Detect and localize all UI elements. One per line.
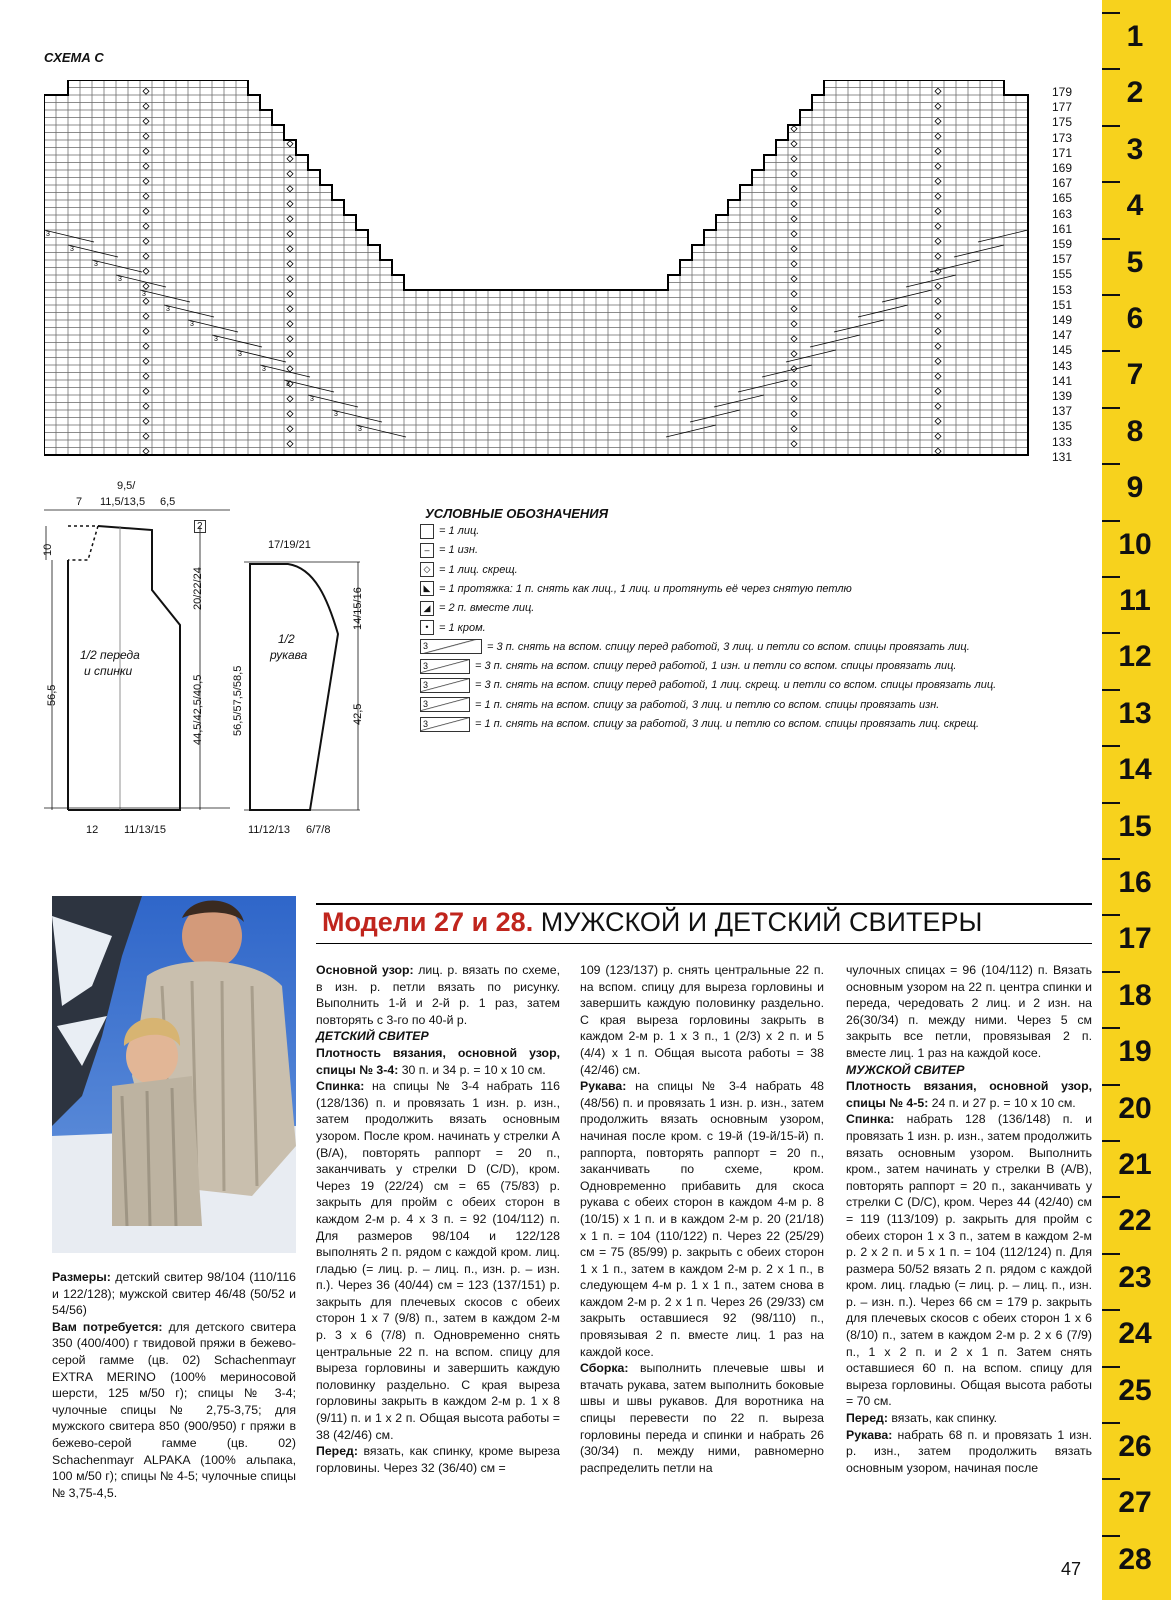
chart-cross-stitch-mark [791, 336, 797, 342]
chart-cross-stitch-mark [791, 216, 797, 222]
sleeve-dim-bottom: 11/12/13 [248, 824, 291, 836]
tape-tick [1102, 802, 1120, 804]
legend-symbol-icon [420, 678, 470, 693]
chart-cross-stitch-mark [935, 418, 941, 424]
chart-cross-stitch-mark [143, 418, 149, 424]
dim-total-height: 56,5 [46, 684, 58, 706]
sleeve-dim-bottom-right: 6/7/8 [306, 824, 331, 836]
chart-row-number: 163 [1052, 206, 1073, 221]
chart-cross-stitch-mark [287, 261, 293, 267]
tape-number: 19 [1118, 1035, 1152, 1069]
chart-cross-stitch-mark [935, 133, 941, 139]
chart-cross-stitch-mark [287, 201, 293, 207]
chart-cross-stitch-mark [143, 343, 149, 349]
chart-cross-stitch-mark [791, 396, 797, 402]
legend-item [420, 599, 534, 617]
tape-tick [1102, 68, 1120, 70]
chart-cross-stitch-mark [935, 448, 941, 454]
tape-number: 26 [1118, 1430, 1152, 1463]
chart-cable-line [236, 350, 286, 362]
chart-cross-stitch-mark [143, 163, 149, 169]
chart-cross-stitch-mark [935, 193, 941, 199]
chart-cross-stitch-mark [143, 328, 149, 334]
tape-number: 25 [1118, 1373, 1152, 1407]
chart-cable-line [714, 395, 764, 407]
chart-cable-line [68, 245, 118, 257]
chart-cross-stitch-mark [935, 208, 941, 214]
chart-cable-line [810, 335, 860, 347]
chart-cross-stitch-mark [791, 156, 797, 162]
chart-cross-stitch-mark [791, 351, 797, 357]
legend-item [420, 522, 479, 540]
chart-cross-stitch-mark [935, 178, 941, 184]
tape-number: 14 [1118, 753, 1152, 787]
sleeve-label-line1: 1/2 [278, 632, 295, 646]
legend-item [420, 541, 478, 559]
chart-cable-line [666, 425, 716, 437]
legend-text: = 3 п. снять на вспом. спицу перед работой, 1 лиц. скрещ. и петли со вспом. спицы провязать лиц. [475, 679, 997, 692]
chart-cross-stitch-mark [143, 433, 149, 439]
tape-tick [1102, 632, 1120, 634]
chart-cable-label: 3 [214, 336, 218, 343]
chart-cross-stitch-mark [287, 231, 293, 237]
tape-number: 3 [1126, 132, 1144, 166]
legend-text: = 2 п. вместе лиц. [439, 602, 535, 615]
chart-cross-stitch-mark [143, 268, 149, 274]
chart-row-number: 155 [1052, 267, 1073, 282]
chart-row-number: 169 [1052, 161, 1073, 175]
legend-symbol-icon: ◣ [420, 581, 434, 596]
chart-cross-stitch-mark [287, 246, 293, 252]
chart-cross-stitch-mark [143, 283, 149, 289]
chart-cable-label: 3 [238, 351, 242, 358]
tape-number: 20 [1118, 1091, 1152, 1125]
tape-tick [1102, 12, 1120, 14]
chart-cross-stitch-mark [143, 118, 149, 124]
tape-tick [1102, 125, 1120, 127]
title-rule-bottom [316, 943, 1092, 944]
chart-cable-line [116, 275, 166, 287]
legend-item [420, 657, 956, 675]
chart-row-number: 167 [1052, 176, 1073, 191]
chart-cross-stitch-mark [143, 193, 149, 199]
chart-cross-stitch-mark [791, 321, 797, 327]
tape-number: 12 [1118, 640, 1152, 674]
chart-cable-line [882, 290, 932, 302]
chart-cross-stitch-mark [935, 268, 941, 274]
legend-symbol-icon [420, 697, 470, 712]
chart-cable-line [332, 410, 382, 422]
legend-text: = 1 лиц. скрещ. [439, 563, 518, 576]
chart-cable-line [954, 245, 1004, 257]
chart-row-number: 145 [1052, 343, 1073, 358]
chart-cross-stitch-mark [791, 246, 797, 252]
knitting-chart [44, 80, 1044, 462]
chart-cable-line [690, 410, 740, 422]
dim-bottom-right: 11/13/15 [124, 824, 167, 836]
dim-armhole: 20/22/24 [192, 567, 204, 610]
chart-cross-stitch-mark [935, 253, 941, 259]
chart-row-number: 143 [1052, 358, 1073, 373]
chart-cross-stitch-mark [287, 321, 293, 327]
legend-item [420, 696, 939, 714]
tape-number: 1 [1126, 20, 1144, 53]
legend-item [420, 580, 852, 598]
chart-cross-stitch-mark [143, 448, 149, 454]
tape-number: 21 [1118, 1148, 1152, 1181]
tape-tick [1102, 745, 1120, 747]
dim-neck-height: 10 [42, 543, 54, 556]
chart-cross-stitch-mark [287, 186, 293, 192]
chart-cross-stitch-mark [287, 171, 293, 177]
model-photo [52, 896, 296, 1253]
sleeve-dim-side: 42,5 [352, 703, 364, 725]
legend-symbol-icon: • [420, 620, 434, 635]
chart-grid [44, 80, 1028, 455]
legend-text: = 1 п. снять на вспом. спицу за работой, 3 лиц. и петлю со вспом. спицы провязать лиц. скрещ. [475, 718, 980, 730]
chart-cross-stitch-mark [287, 351, 293, 357]
tape-tick [1102, 407, 1120, 409]
chart-cross-stitch-mark [791, 426, 797, 432]
chart-cross-stitch-mark [935, 433, 941, 439]
tape-measure [1102, 0, 1171, 1600]
chart-cable-line [978, 230, 1028, 242]
chart-cross-stitch-mark [791, 201, 797, 207]
chart-cross-stitch-mark [143, 88, 149, 94]
chart-row-number: 139 [1052, 389, 1073, 403]
chart-cross-stitch-mark [791, 306, 797, 312]
tape-tick [1102, 1084, 1120, 1086]
chart-cable-line [92, 260, 142, 272]
chart-cable-label: 3 [334, 411, 338, 418]
chart-cable-label: 3 [142, 291, 146, 298]
chart-cross-stitch-mark [287, 336, 293, 342]
chart-cross-stitch-mark [935, 358, 941, 364]
tape-number: 7 [1126, 358, 1144, 392]
chart-cable-line [212, 335, 262, 347]
chart-row-number: 171 [1052, 145, 1073, 160]
chart-cross-stitch-mark [935, 118, 941, 124]
legend-symbol-label: 3 [423, 718, 429, 729]
tape-number: 16 [1118, 866, 1152, 899]
chart-cable-line [284, 380, 334, 392]
tape-number: 15 [1118, 809, 1152, 843]
chart-cable-line [834, 320, 884, 332]
tape-tick [1102, 1196, 1120, 1198]
chart-cross-stitch-mark [143, 403, 149, 409]
legend-symbol-label: 3 [423, 679, 429, 690]
legend-symbol-icon [420, 524, 434, 539]
tape-tick [1102, 1422, 1120, 1424]
chart-cross-stitch-mark [287, 306, 293, 312]
dim-side: 44,5/42,5/40,5 [192, 674, 204, 745]
chart-cross-stitch-mark [143, 253, 149, 259]
chart-cross-stitch-mark [287, 291, 293, 297]
chart-cross-stitch-mark [791, 411, 797, 417]
body-label-line1: 1/2 переда [80, 648, 140, 662]
chart-cross-stitch-mark [791, 126, 797, 132]
chart-cross-stitch-mark [287, 441, 293, 447]
chart-row-number: 141 [1052, 373, 1073, 388]
chart-cross-stitch-mark [143, 238, 149, 244]
chart-cable-line [188, 320, 238, 332]
chart-cable-line [260, 365, 310, 377]
chart-cross-stitch-mark [935, 328, 941, 334]
chart-cross-stitch-mark [287, 366, 293, 372]
tape-tick [1102, 689, 1120, 691]
chart-cross-stitch-mark [143, 388, 149, 394]
dim-neck-mark: 2 [194, 520, 206, 533]
chart-cross-stitch-mark [791, 291, 797, 297]
chart-cable-line [308, 395, 358, 407]
legend-title: УСЛОВНЫЕ ОБОЗНАЧЕНИЯ [425, 506, 609, 521]
dim-top-a: 9,5/ [117, 480, 136, 492]
chart-cross-stitch-mark [143, 148, 149, 154]
chart-cross-stitch-mark [791, 231, 797, 237]
tape-number: 13 [1118, 696, 1152, 730]
legend-text: = 1 кром. [439, 621, 486, 634]
chart-cross-stitch-mark [791, 441, 797, 447]
chart-cross-stitch-mark [143, 223, 149, 229]
tape-tick [1102, 463, 1120, 465]
chart-cells [44, 80, 1028, 455]
chart-cable-line [164, 305, 214, 317]
tape-number: 27 [1118, 1486, 1152, 1520]
legend-symbol-icon: ◇ [420, 562, 434, 577]
tape-number: 8 [1126, 414, 1144, 448]
chart-cable-label: 3 [166, 306, 170, 313]
article-title-text: МУЖСКОЙ И ДЕТСКИЙ СВИТЕРЫ [533, 907, 983, 937]
article-title [322, 907, 982, 938]
chart-cable-label: 3 [310, 396, 314, 403]
article-column-3: 109 (123/137) р. снять центральные 22 п. на вспом. спицу для выреза горловины и завершить каждую половинку раздельно. С края выреза горловины закрыть в каждом 2-м р. 1 х 3 п., 1 (2/3) х 2 п. и 5 (4/4) х 1 п. Общая высота работы = 38 (42/46) см. Рукава: на спицы № 3-4 набрать 48 (48/56) п. и провязать 1 изн. р. изн., затем продолжить вязать основным узором, начиная после кром. с 19-й (19-й/15-й) п. раппорта, повторять раппорт = 20 п., заканчивать по схеме, кром. Одновременно прибавить для скоса рукава с обеих сторон в каждом 4-м р. 8 (10/15) х 1 п. и в каждом 2-м р. 20 (21/18) х 1 п. = 104 (110/122) п. Через 22 (25/29) см = 75 (85/99) р. закрыть с обеих сторон 1 х 1 п., затем в каждом 2-м р. 2 х 1 п., в следующем 4-м р. 1 х 1 п., затем снова в каждом 2-м р. 2 х 1 п. Через 26 (29/33) см закрыть оставшиеся 92 (98/110) п., провязывая 2 п. вместе лиц. 1 раз на каждой косе. Сборка: выполнить плечевые швы и втачать рукава, затем выполнить боковые швы и швы рукавов. Для воротника на спицы перевести по 22 п. выреза горловины переда и спинки и набрать 26 (30/34) п. между ними, равномерно распределить петли на [580, 963, 824, 1475]
chart-row-number: 137 [1052, 404, 1073, 419]
legend-item [420, 638, 970, 656]
tape-tick [1102, 1253, 1120, 1255]
title-rule-top [316, 903, 1092, 905]
chart-cross-stitch-mark [287, 411, 293, 417]
chart-row-number: 161 [1052, 221, 1073, 236]
legend-text: = 1 изн. [439, 544, 478, 557]
dim-top-right: 6,5 [160, 496, 176, 508]
sleeve-dim-total: 56,5/57,5/58,5 [232, 665, 244, 736]
chart-cross-stitch-mark [143, 313, 149, 319]
tape-tick [1102, 576, 1120, 578]
legend-text: = 3 п. снять на вспом. спицу перед работой, 3 лиц. и петли со вспом. спицы провязать лиц. [487, 640, 970, 653]
sleeve-label-line2: рукава [270, 648, 308, 662]
chart-cable-label: 3 [286, 381, 290, 388]
legend-symbol-label: 3 [423, 660, 429, 671]
legend-item [420, 715, 979, 733]
chart-cross-stitch-mark [935, 223, 941, 229]
chart-cross-stitch-mark [935, 283, 941, 289]
tape-tick [1102, 1027, 1120, 1029]
chart-row-number: 151 [1052, 297, 1073, 312]
article-column-4: чулочных спицах = 96 (104/112) п. Вязать основным узором на 22 п. центра спинки и переда, чередовать 2 лиц. и 2 изн. на 26(30/34) п. между ними. Через 5 см закрыть все петли, провязывая 2 п. вместе лиц. 1 раз на каждой косе. МУЖСКОЙ СВИТЕР Плотность вязания, основной узор, спицы № 4-5: 24 п. и 27 р. = 10 х 10 см. Спинка: набрать 128 (136/148) п. и провязать 1 изн. р. изн., затем продолжить вязать основным узором. Выполнить кром., затем начинать у стрелки В (А/В), повторять раппорт = 20 п., заканчивать у стрелки С (D/C), кром. Через 44 (42/40) см = 119 (113/109) р. закрыть для пройм с обеих сторон 1 х 3 п., затем в каждом 2-м р. 2 х 2 п. и 5 х 1 п. = 104 (112/124) п. Для размера 50/52 вязать 2 п. рядом с каждой кром. лиц. гладью (= лиц. р. – лиц. п., изн. р. – изн. п.). Через 66 см = 179 р. закрыть для плечевых скосов с обеих сторон 1 х 6 (8/10) п., затем в каждом 2-м р. 2 х 6 (7/9) п., 1 х 2 п. и 2 х 1 п. Затем снять оставшиеся 60 п. на вспом. спицу для выреза горловины. Общая высота работы = 70 см. Перед: вязать, как спинку. Рукава: набрать 68 п. и провязать 1 изн. р. изн., затем продолжить вязать основным узором, начиная после [846, 963, 1092, 1475]
legend-symbol-icon [420, 717, 470, 732]
chart-cross-stitch-mark [791, 276, 797, 282]
legend-text: = 1 протяжка: 1 п. снять как лиц., 1 лиц. и протянуть её через снятую петлю [439, 582, 852, 595]
legend-symbol-icon: – [420, 543, 434, 558]
chart-cross-stitch-mark [143, 298, 149, 304]
chart-cross-stitch-mark [935, 148, 941, 154]
dim-bottom-left: 12 [86, 824, 99, 836]
chart-cross-stitch-mark [143, 103, 149, 109]
chart-cross-stitch-mark [935, 403, 941, 409]
article-title-models: Модели 27 и 28. [322, 907, 534, 937]
chart-cable-label: 3 [358, 426, 362, 433]
tape-number: 4 [1126, 189, 1144, 223]
chart-cable-label: 3 [118, 276, 122, 283]
chart-cross-stitch-mark [287, 216, 293, 222]
chart-cross-stitch-mark [287, 156, 293, 162]
tape-number: 17 [1118, 922, 1152, 956]
chart-row-number: 147 [1052, 328, 1073, 343]
chart-cross-stitch-mark [935, 388, 941, 394]
chart-row-number: 131 [1052, 449, 1073, 464]
chart-cross-stitch-mark [143, 373, 149, 379]
chart-cross-stitch-mark [287, 141, 293, 147]
legend-item [420, 619, 486, 637]
tape-tick [1102, 520, 1120, 522]
body-schematic [40, 490, 260, 835]
tape-tick [1102, 238, 1120, 240]
chart-row-number: 165 [1052, 191, 1073, 206]
chart-title: СХЕМА С [44, 50, 104, 65]
tape-number: 5 [1126, 245, 1144, 279]
dim-top-left: 7 [76, 496, 83, 508]
chart-cross-stitch-mark [935, 343, 941, 349]
chart-cable-label: 3 [262, 366, 266, 373]
chart-row-number: 153 [1052, 282, 1073, 297]
page-number: 47 [1061, 1559, 1082, 1579]
chart-cross-stitch-mark [935, 88, 941, 94]
tape-number: 24 [1118, 1317, 1152, 1351]
tape-tick [1102, 350, 1120, 352]
chart-cable-line [762, 365, 812, 377]
chart-cable-line [356, 425, 406, 437]
chart-cable-label: 3 [190, 321, 194, 328]
tape-tick [1102, 971, 1120, 973]
chart-cross-stitch-mark [935, 298, 941, 304]
chart-cross-stitch-mark [935, 238, 941, 244]
tape-number: 22 [1118, 1204, 1152, 1238]
article-column-1: Размеры: детский свитер 98/104 (110/116 и 122/128); мужской свитер 46/48 (50/52 и 54/56) Вам потребуется: для детского свитера 350 (400/400) г твидовой пряжи в бежево-серой гамме (цв. 02) Schachenmayr EXTRA MERINO (100% мериносовой шерсти, 125 м/50 г); спицы № 3-4; чулочные спицы № 2,75-3,75; для мужского свитера 850 (900/950) г пряжи в бежево-серой гамме (цв. 02) Schachenmayr ALPAKA (100% альпака, 100 м/50 г); спицы № 4-5; чулочные спицы № 3,75-4,5. [52, 1270, 296, 1500]
chart-cross-stitch-mark [143, 133, 149, 139]
legend-item [420, 676, 996, 694]
chart-cable-line [906, 275, 956, 287]
tape-tick [1102, 914, 1120, 916]
tape-number: 2 [1126, 76, 1144, 110]
tape-tick [1102, 1140, 1120, 1142]
chart-cable-line [738, 380, 788, 392]
legend-text: = 3 п. снять на вспом. спицу перед работой, 1 изн. и петли со вспом. спицы провязать лиц. [475, 660, 957, 673]
chart-cross-stitch-mark [143, 358, 149, 364]
chart-cross-stitch-mark [287, 426, 293, 432]
chart-cross-stitch-mark [287, 276, 293, 282]
legend-symbol-label: 3 [423, 699, 429, 710]
chart-cross-stitch-mark [287, 396, 293, 402]
tape-number: 10 [1118, 527, 1152, 561]
chart-cable-line [858, 305, 908, 317]
legend-symbol-icon [420, 659, 470, 674]
chart-cable-label: 3 [46, 231, 50, 238]
body-label-line2: и спинки [84, 664, 133, 678]
chart-cross-stitch-mark [791, 261, 797, 267]
sleeve-schematic [230, 520, 380, 835]
tape-tick [1102, 1535, 1120, 1537]
tape-tick [1102, 1366, 1120, 1368]
chart-row-number: 133 [1052, 434, 1073, 449]
chart-row-number: 149 [1052, 313, 1073, 327]
tape-number: 9 [1126, 471, 1144, 505]
legend-symbol-icon [420, 639, 482, 654]
sleeve-dim-cap: 14/15/16 [352, 587, 364, 630]
chart-cross-stitch-mark [143, 178, 149, 184]
tape-number: 28 [1118, 1542, 1152, 1576]
chart-cable-line [930, 260, 980, 272]
chart-row-number: 175 [1052, 115, 1073, 130]
tape-number: 23 [1118, 1260, 1152, 1294]
chart-cable-label: 3 [70, 246, 74, 253]
tape-number: 18 [1118, 978, 1152, 1012]
legend-symbol-label: 3 [423, 641, 429, 652]
chart-row-number: 173 [1052, 130, 1073, 145]
article-column-2: Основной узор: лиц. р. вязать по схеме, в изн. р. петли вязать по рисунку. Выполнить 1-й и 2-й р. 1 раз, затем повторять с 3-го по 40-й р. ДЕТСКИЙ СВИТЕР Плотность вязания, основной узор, спицы № 3-4: 30 п. и 34 р. = 10 х 10 см. Спинка: на спицы № 3-4 набрать 116 (128/136) п. и провязать 1 изн. р. изн., затем продолжить вязать основным узором. После кром. начинать у стрелки А (В/А), повторять раппорт = 20 п., заканчивать у стрелки D (C/D), кром. Через 19 (22/24) см = 65 (75/83) р. закрыть для пройм с обеих сторон в каждом 2-м р. 4 х 3 п. = 92 (104/112) п. Для размеров 98/104 и 122/128 выполнять 2 п. рядом с каждой кром. лиц. гладью (= лиц. р. – лиц. п., изн. р. – изн. п.). Через 36 (40/44) см = 123 (137/151) р. закрыть для плечевых скосов с обеих сторон 1 х 7 (9/8) п., затем в каждом 2-м р. 3 х 6 (7/8) п. Одновременно снять центральные 22 п. на вспом. спицу для выреза горловины и завершить каждую половинку раздельно. С края выреза горловины закрыть в каждом 2-м р. 1 х 8 (9/11) п. и 1 х 2 п. Общая высота работы = 38 (42/46) см. Перед: вязать, как спинку, кроме выреза горловины. Через 32 (36/40) см = [316, 963, 560, 1475]
chart-row-number: 159 [1052, 237, 1073, 251]
sleeve-dim-top: 17/19/21 [268, 539, 311, 551]
legend-text: = 1 лиц. [439, 525, 480, 537]
chart-cross-stitch-mark [791, 381, 797, 387]
chart-cross-stitch-mark [935, 373, 941, 379]
tape-tick [1102, 1478, 1120, 1480]
tape-number: 6 [1126, 302, 1144, 335]
chart-cross-stitch-mark [791, 186, 797, 192]
chart-row-number: 135 [1052, 419, 1073, 434]
chart-cable-label: 3 [94, 261, 98, 268]
tape-tick [1102, 294, 1120, 296]
tape-tick [1102, 858, 1120, 860]
chart-cross-stitch-mark [791, 171, 797, 177]
chart-cable-line [44, 230, 94, 242]
legend-text: = 1 п. снять на вспом. спицу за работой, 3 лиц. и петлю со вспом. спицы провязать изн. [475, 698, 940, 711]
chart-cross-stitch-mark [935, 313, 941, 319]
chart-row-number: 157 [1052, 252, 1073, 267]
chart-cross-stitch-mark [791, 141, 797, 147]
dim-top-b: 11,5/13,5 [100, 496, 146, 508]
chart-cross-stitch-mark [935, 103, 941, 109]
chart-cross-stitch-mark [935, 163, 941, 169]
chart-cross-stitch-mark [143, 208, 149, 214]
legend-item [420, 561, 518, 579]
tape-tick [1102, 1309, 1120, 1311]
tape-tick [1102, 181, 1120, 183]
chart-row-number: 177 [1052, 100, 1073, 115]
tape-number: 11 [1119, 584, 1151, 617]
chart-row-number: 179 [1052, 85, 1073, 99]
legend-symbol-icon: ◢ [420, 601, 434, 616]
